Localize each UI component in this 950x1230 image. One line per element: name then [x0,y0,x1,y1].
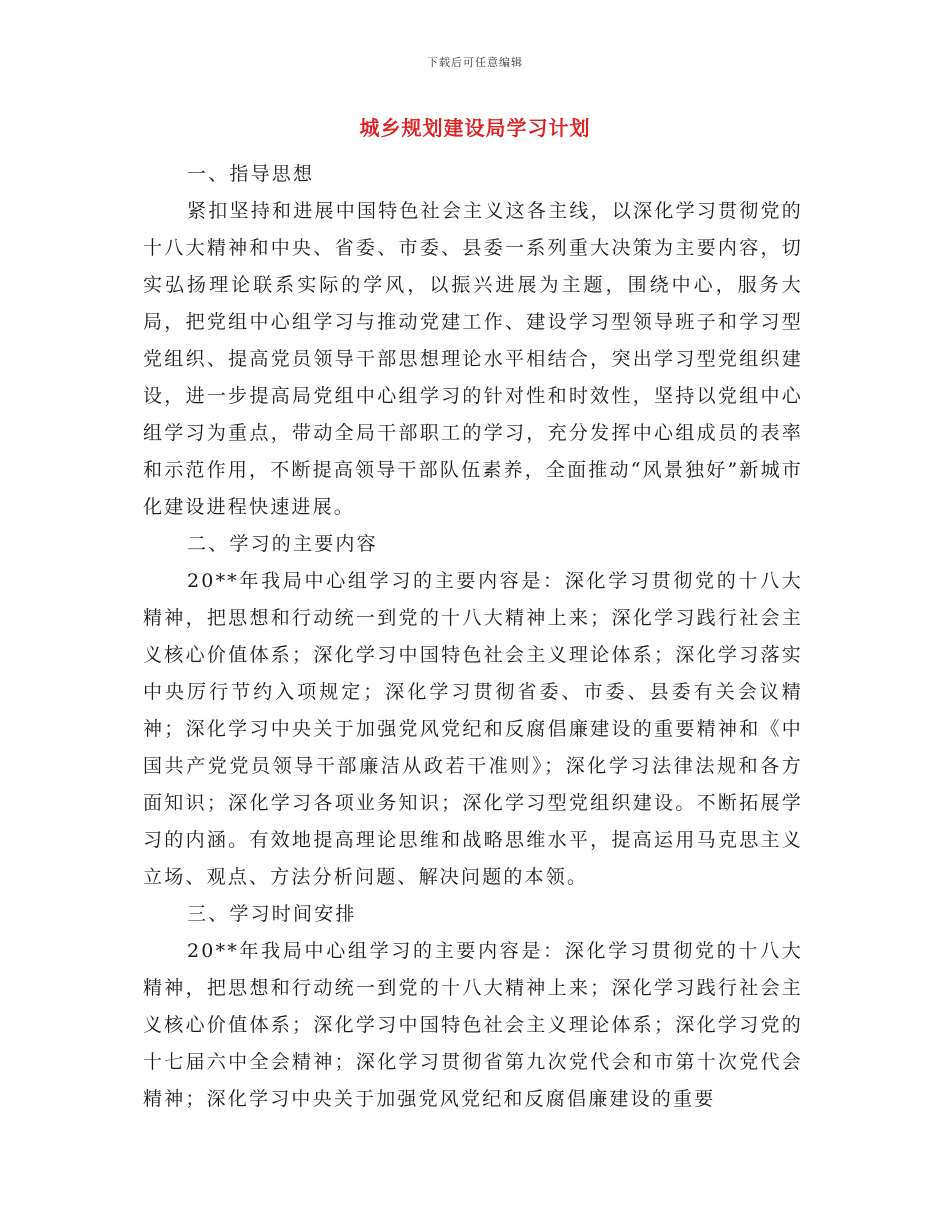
section-heading-guiding-ideology: 一、指导思想 [187,163,315,185]
header-note: 下载后可任意编辑 [427,56,523,69]
section-heading-main-content: 二、学习的主要内容 [187,533,378,555]
section-heading-schedule: 三、学习时间安排 [187,903,357,925]
document-body [143,156,803,1118]
document-title: 城乡规划建设局学习计划 [359,116,591,140]
paragraph-main-content: 20**年我局中心组学习的主要内容是：深化学习贯彻党的十八大精神，把思想和行动统一到党的十八大精神上来；深化学习践行社会主义核心价值体系；深化学习中国特色社会主义理论体系；深化学习落实中央厉行节约入项规定；深化学习贯彻省委、市委、县委有关会议精神；深化学习中央关于加强党风党纪和反腐倡廉建设的重要精神和《中国共产党党员领导干部廉洁从政若干准则》；深化学习法律法规和各方面知识；深化学习各项业务知识；深化学习型党组织建设。不断拓展学习的内涵。有效地提高理论思维和战略思维水平，提高运用马克思主义立场、观点、方法分析问题、解决问题的本领。 [143,570,803,888]
paragraph-guiding-ideology: 紧扣坚持和进展中国特色社会主义这各主线，以深化学习贯彻党的十八大精神和中央、省委、市委、县委一系列重大决策为主要内容，切实弘扬理论联系实际的学风，以振兴进展为主题，围绕中心，服务大局，把党组中心组学习与推动党建工作、建设学习型领导班子和学习型党组织、提高党员领导干部思想理论水平相结合，突出学习型党组织建设，进一步提高局党组中心组学习的针对性和时效性，坚持以党组中心组学习为重点，带动全局干部职工的学习，充分发挥中心组成员的表率和示范作用，不断提高领导干部队伍素养，全面推动“风景独好”新城市化建设进程快速进展。 [143,200,803,518]
paragraph-schedule: 20**年我局中心组学习的主要内容是：深化学习贯彻党的十八大精神，把思想和行动统一到党的十八大精神上来；深化学习践行社会主义核心价值体系；深化学习中国特色社会主义理论体系；深化学习党的十七届六中全会精神；深化学习贯彻省第九次党代会和市第十次党代会精神；深化学习中央关于加强党风党纪和反腐倡廉建设的重要 [143,940,803,1110]
